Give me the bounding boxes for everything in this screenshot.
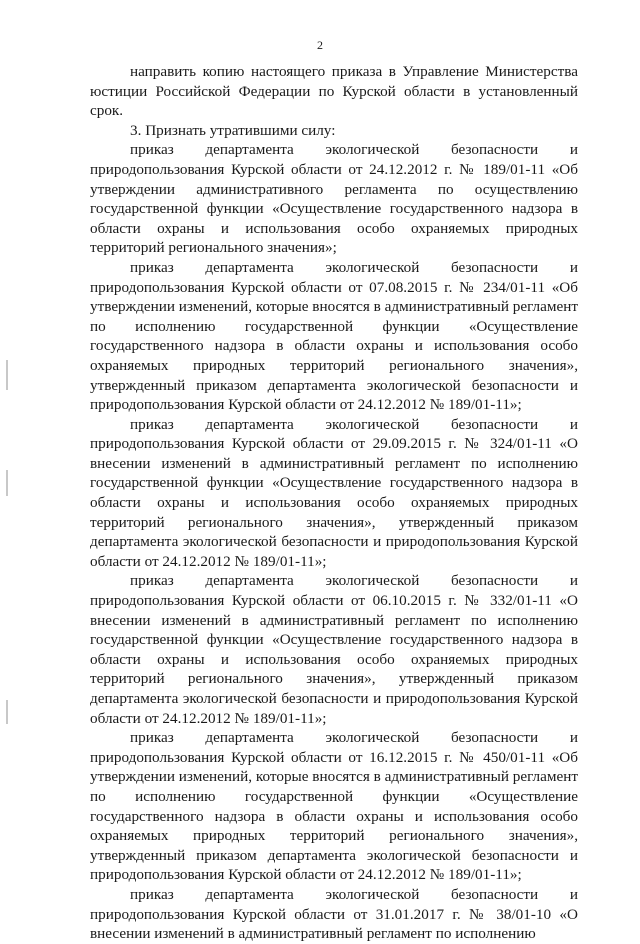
scan-mark-bottom [6, 700, 8, 724]
paragraph-repealed-order-2: приказ департамента экологической безопасности и природопользования Курской области от 07.08.2015 г. № 234/01-11 «Об утверждении изменений, которые вносятся в административный регламент по исполнению государственной функции «Осуществление государственного надзора в области охраны и использования особо охраняемых природных территорий регионального значения», утвержденный приказом департамента экологической безопасности и природопользования Курской области от 24.12.2012 № 189/01-11»; [90, 258, 578, 414]
paragraph-repealed-order-3: приказ департамента экологической безопасности и природопользования Курской области от 29.09.2015 г. № 324/01-11 «О внесении изменений в административный регламент по исполнению государственной функции «Осуществление государственного надзора в области охраны и использования особо охраняемых природных территорий регионального значения», утвержденный приказом департамента экологической безопасности и природопользования Курской области от 24.12.2012 № 189/01-11»; [90, 415, 578, 570]
paragraph-repealed-order-5: приказ департамента экологической безопасности и природопользования Курской области от 16.12.2015 г. № 450/01-11 «Об утверждении изменений, которые вносятся в административный регламент по исполнению государственной функции «Осуществление государственного надзора в области охраны и использования особо охраняемых природных территорий регионального значения», утвержденный приказом департамента экологической безопасности и природопользования Курской области от 24.12.2012 № 189/01-11»; [90, 729, 578, 884]
paragraph-repeal-heading: 3. Признать утратившими силу: [130, 121, 336, 139]
page-number: 2 [317, 38, 323, 52]
document-body [90, 62, 578, 944]
paragraph-repealed-order-4: приказ департамента экологической безопасности и природопользования Курской области от 06.10.2015 г. № 332/01-11 «О внесении изменений в административный регламент по исполнению государственной функции «Осуществление государственного надзора в области охраны и использования особо охраняемых природных территорий регионального значения», утвержденный приказом департамента экологической безопасности и природопользования Курской области от 24.12.2012 № 189/01-11»; [90, 572, 578, 727]
scan-mark-top [6, 360, 8, 390]
paragraph-repealed-order-6: приказ департамента экологической безопасности и природопользования Курской области от 31.01.2017 г. № 38/01-10 «О внесении изменений в административный регламент по исполнению [90, 885, 578, 943]
scan-mark-middle [6, 470, 8, 496]
paragraph-copy-to-ministry: направить копию настоящего приказа в Управление Министерства юстиции Российской Федерации по Курской области в установленный срок. [90, 63, 578, 120]
paragraph-repealed-order-1: приказ департамента экологической безопасности и природопользования Курской области от 24.12.2012 г. № 189/01-11 «Об утверждении административного регламента по осуществлению государственной функции «Осуществление государственного надзора в области охраны и использования особо охраняемых природных территорий регионального значения»; [90, 141, 578, 257]
